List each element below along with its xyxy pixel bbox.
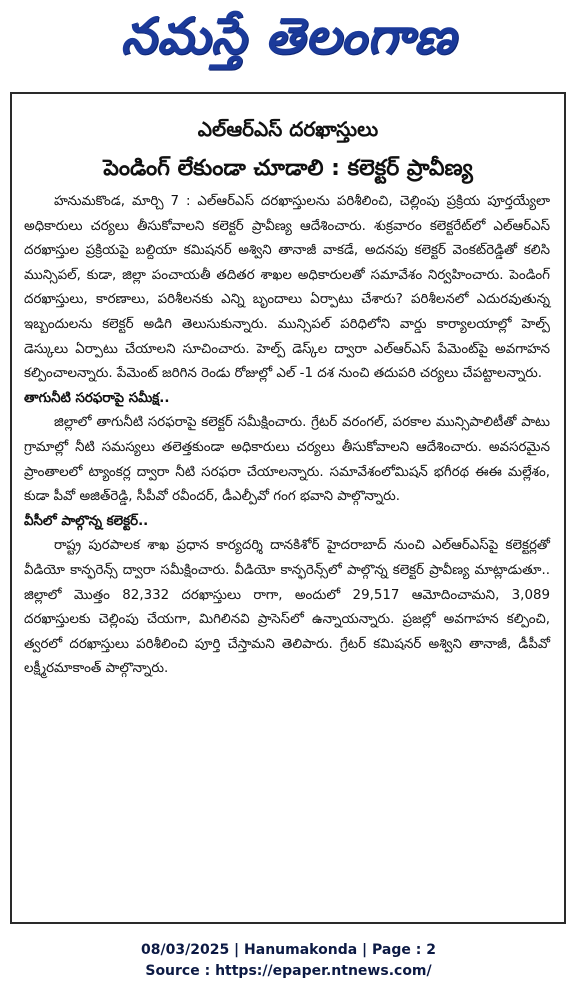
article-subheadline: ఎల్‌ఆర్‌ఎస్ దరఖాస్తులు xyxy=(197,117,379,141)
masthead-title: నమస్తే తెలంగాణ xyxy=(120,6,457,65)
section-text-video-conference: రాష్ట్ర పురపాలక శాఖ ప్రధాన కార్యదర్శి దానకిశోర్ హైదరాబాద్ నుంచి ఎల్‌ఆర్ఎస్‌పై కలెక్టర్లతో వీడియో కాన్ఫరెన్స్ ద్వారా సమీక్షించారు. వీడియో కాన్ఫరెన్స్‌లో పాల్గొన్న కలెక్టర్ ప్రావీణ్య మాట్లాడుతూ.. జిల్లాలో మొత్తం 82,332 దరఖాస్తులు రాగా, అందులో 29,517 ఆమోదించామని, 3,089 దరఖాస్తులకు చెల్లింపు చేయగా, మిగిలినవి ప్రాసెస్‌లో ఉన్నాయన్నారు. ప్రజల్లో అవగాహన కల్పించి, త్వరలో దరఖాస్తులు పరిశీలించి పూర్తి చేస్తామని తెలిపారు. గ్రేటర్ కమిషనర్ అశ్విని తానాజీ, డీపీవో లక్ష్మీరమాకాంత్ పాల్గొన్నారు. xyxy=(24,538,550,677)
article-paragraph: హనుమకొండ, మార్చి 7 : ఎల్‌ఆర్‌ఎస్ దరఖాస్తులను పరిశీలించి, చెల్లింపు ప్రక్రియ పూర్తయ్యేలా అధికారులు చర్యలు తీసుకోవాలని కలెక్టర్ ప్రావీణ్య ఆదేశించారు. శుక్రవారం కలెక్టరేట్‌లో ఎల్‌ఆర్‌ఎస్ దరఖాస్తుల ప్రక్రియపై బల్దియా కమిషనర్ అశ్విని తానాజీ వాకడే, అదనపు కలెక్టర్ వెంకట్‌రెడ్డితో కలిసి మున్సిపల్, కుడా, జిల్లా పంచాయతీ తదితర శాఖల అధికారులతో సమావేశం నిర్వహించారు. పెండింగ్ దరఖాస్తులు, కారణాలు, పరిశీలనకు ఎన్ని బృందాలు ఏర్పాటు చేశారు? పరిశీలనలో ఎదురవుతున్న ఇబ్బందులను కలెక్టర్ అడిగి తెలుసుకున్నారు. మున్సిపల్ పరిధిలోని వార్డు కార్యాలయాల్లో హెల్ప్ డెస్కులు ఏర్పాటు చేయాలని సూచించారు. హెల్ప్ డెస్క్‌ల ద్వారా ఎల్‌ఆర్‌ఎస్ పేమెంట్‌పై అవగాహన కల్పించాలన్నారు. పేమెంట్ జరిగిన రెండు రోజుల్లో ఎల్ -1 దశ నుంచి తదుపరి చర్యలు చేపట్టాలన్నారు. xyxy=(24,194,550,382)
section-text-water-supply: జిల్లాలో తాగునీటి సరఫరాపై కలెక్టర్ సమీక్షించారు. గ్రేటర్ వరంగల్, పరకాల మున్సిపాలిటీతో పాటు గ్రామాల్లో నీటి సమస్యలు తలెత్తకుండా అధికారులు చర్యలు తీసుకోవాలని ఆదేశించారు. అవసరమైన ప్రాంతాలలో ట్యాంకర్ల ద్వారా నీటి సరఫరా చేయాలన్నారు. సమావేశంలోమిషన్ భగీరథ ఈఈ మల్లేశం, కుడా పీవో అజిత్‌రెడ్డి, సీపీవో రవీందర్, డీఎల్పీవో గంగ భవాని పాల్గొన్నారు. xyxy=(24,415,550,505)
article-headline: పెండింగ్ లేకుండా చూడాలి : కలెక్టర్ ప్రావీణ్య xyxy=(103,156,473,181)
footer-source-link[interactable]: Source : https://epaper.ntnews.com/ xyxy=(145,963,432,979)
section-heading-video-conference: వీసీలో పాల్గొన్న కలెక్టర్.. xyxy=(24,513,149,529)
article-clipping xyxy=(10,92,566,924)
newspaper-masthead xyxy=(0,0,577,84)
footer-date-edition: 08/03/2025 | Hanumakonda | Page : 2 xyxy=(141,942,436,958)
article-body xyxy=(12,184,564,682)
section-heading-water-supply: తాగునీటి సరఫరాపై సమీక్ష.. xyxy=(24,390,170,406)
